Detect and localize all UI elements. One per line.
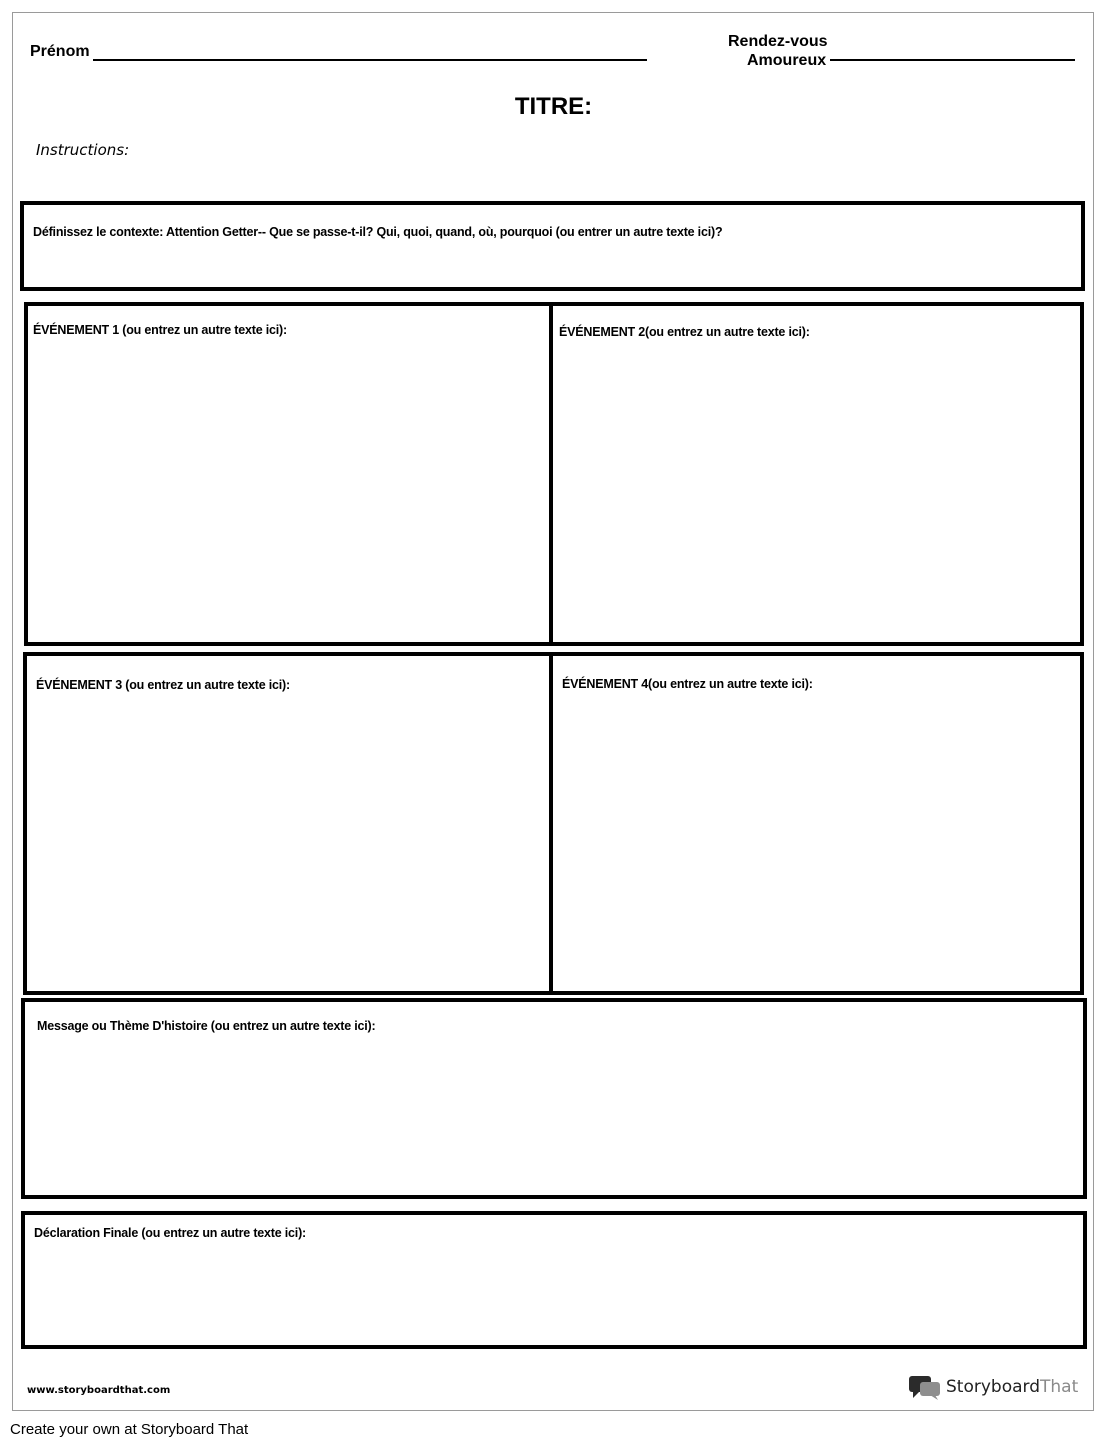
message-prompt: Message ou Thème D'histoire (ou entrez un autre texte ici): xyxy=(37,1019,376,1033)
context-prompt: Définissez le contexte: Attention Getter-- Que se passe-t-il? Qui, quoi, quand, où, pourquoi (ou entrer un autre texte ici)? xyxy=(33,225,723,239)
storyboardthat-logo xyxy=(908,1373,1078,1401)
context-box[interactable] xyxy=(20,201,1085,291)
event-1-box[interactable] xyxy=(24,302,553,646)
event-2-prompt: ÉVÉNEMENT 2(ou entrez un autre texte ici): xyxy=(559,325,810,339)
message-box[interactable] xyxy=(21,998,1087,1199)
brand-bold: Storyboard xyxy=(946,1377,1040,1397)
brand-light: That xyxy=(1040,1377,1079,1397)
event-4-box[interactable] xyxy=(549,652,1084,995)
instructions-label: Instructions: xyxy=(36,141,130,159)
event-3-box[interactable] xyxy=(23,652,553,995)
date-field-line[interactable] xyxy=(830,59,1075,61)
create-your-own-link[interactable]: Create your own at Storyboard That xyxy=(10,1421,249,1438)
worksheet-title: TITRE: xyxy=(514,93,593,120)
event-3-prompt: ÉVÉNEMENT 3 (ou entrez un autre texte ici): xyxy=(36,678,290,692)
event-4-prompt: ÉVÉNEMENT 4(ou entrez un autre texte ici): xyxy=(562,677,813,691)
brand-name xyxy=(946,1377,1078,1397)
final-statement-box[interactable] xyxy=(21,1211,1087,1349)
date-label-line2: Amoureux xyxy=(747,52,827,69)
footer-url: www.storyboardthat.com xyxy=(27,1385,171,1396)
speech-bubbles-icon xyxy=(908,1374,942,1400)
final-statement-prompt: Déclaration Finale (ou entrez un autre texte ici): xyxy=(34,1226,307,1240)
name-label: Prénom xyxy=(30,43,90,60)
event-1-prompt: ÉVÉNEMENT 1 (ou entrez un autre texte ici): xyxy=(33,323,287,337)
date-label-line1: Rendez-vous xyxy=(728,33,828,50)
name-field-line[interactable] xyxy=(93,59,647,61)
event-2-box[interactable] xyxy=(549,302,1084,646)
